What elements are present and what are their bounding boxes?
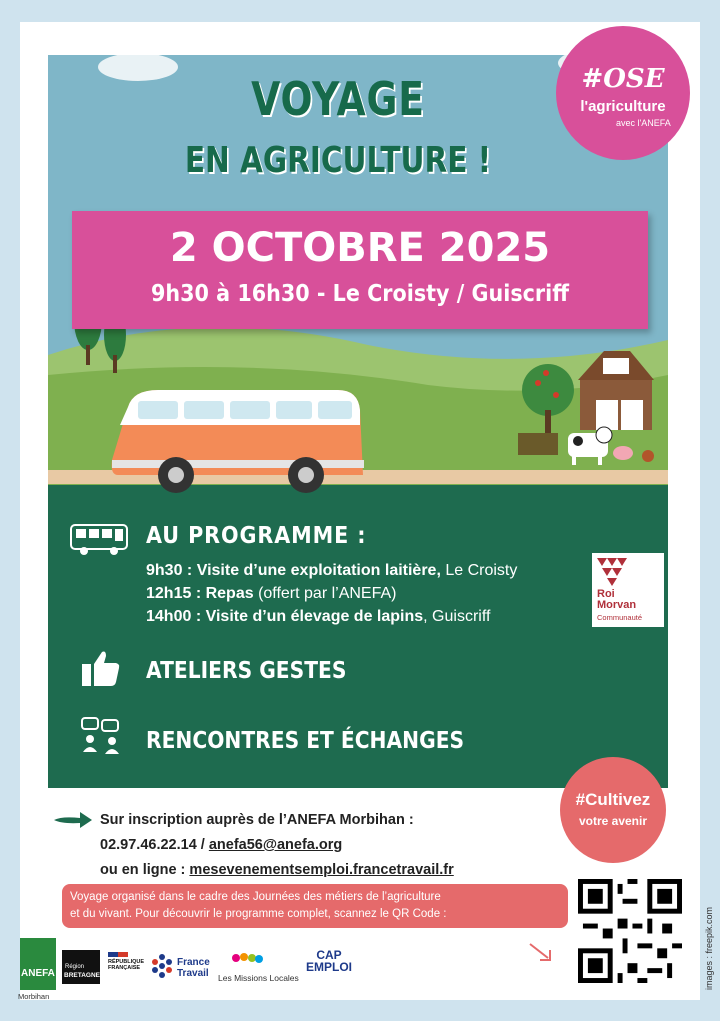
bus-icon bbox=[70, 524, 130, 556]
emploi-text: EMPLOI bbox=[306, 960, 353, 974]
region-bretagne-logo bbox=[62, 950, 100, 984]
image-credit: images : freepik.com bbox=[704, 906, 714, 990]
qr-note-box bbox=[62, 884, 568, 928]
ateliers-gestes: ATELIERS GESTES bbox=[146, 658, 347, 684]
morvan-line: Morvan bbox=[597, 599, 637, 611]
stamp-sub: avec l'ANEFA bbox=[616, 118, 671, 128]
republique-francaise-logo bbox=[106, 952, 148, 982]
poster-title-line1: VOYAGE bbox=[251, 72, 425, 126]
france-text: France bbox=[177, 957, 210, 968]
rencontres-echanges: RENCONTRES ET ÉCHANGES bbox=[146, 728, 465, 754]
programme-time-2: 12h15 : bbox=[146, 585, 206, 602]
programme-time-1: 9h30 : bbox=[146, 562, 197, 579]
programme-time-3: 14h00 : bbox=[146, 608, 206, 625]
online-prefix: ou en ligne : bbox=[100, 862, 190, 878]
travail-text: Travail bbox=[177, 968, 209, 979]
anefa-logo-sub: Morbihan bbox=[18, 992, 50, 1001]
programme-item-1 bbox=[146, 562, 517, 580]
note-line1: Voyage organisé dans le cadre des Journées des métiers de l’agriculture bbox=[70, 891, 441, 903]
missions-locales-people-icon bbox=[230, 952, 264, 970]
roi-morvan-logo bbox=[592, 553, 664, 627]
event-time-place: 9h30 à 16h30 - Le Croisty / Guiscriff bbox=[150, 281, 569, 307]
programme-activity-1: Visite d’une exploitation laitière, bbox=[196, 562, 441, 579]
arrow-down-right-icon bbox=[526, 940, 566, 966]
phone-number: 02.97.46.22.14 / bbox=[100, 837, 209, 853]
france-travail-dots-icon bbox=[150, 953, 174, 979]
ose-agriculture-stamp bbox=[556, 26, 690, 160]
contact-line bbox=[100, 837, 342, 853]
thumbs-up-icon bbox=[80, 648, 122, 688]
email-link[interactable]: anefa56@anefa.org bbox=[208, 837, 343, 853]
republique-text: RÉPUBLIQUE FRANÇAISE bbox=[108, 959, 145, 971]
website-link[interactable]: mesevenementsemploi.francetravail.fr bbox=[189, 862, 454, 878]
note-line2: et du vivant. Pour découvrir le programme complet, scannez le QR Code : bbox=[70, 908, 447, 920]
roi-line: Roi bbox=[597, 588, 615, 600]
date-banner bbox=[72, 211, 648, 329]
cultivez-hashtag: #Cultivez bbox=[575, 790, 651, 809]
poster-title-line2: EN AGRICULTURE ! bbox=[184, 140, 492, 181]
roi-morvan-emblem-icon bbox=[597, 558, 627, 586]
cultivez-sub: votre avenir bbox=[578, 814, 648, 828]
event-date: 2 OCTOBRE 2025 bbox=[169, 225, 551, 271]
stamp-hashtag: #OSE bbox=[581, 64, 665, 94]
region-text: Région bbox=[65, 964, 85, 970]
online-line bbox=[100, 862, 454, 878]
programme-place-3: , Guiscriff bbox=[423, 608, 491, 625]
programme-item-2 bbox=[146, 585, 396, 603]
bretagne-text: BRETAGNE bbox=[64, 972, 100, 979]
roi-morvan-sub: Communauté bbox=[597, 613, 643, 622]
anefa-logo bbox=[20, 938, 56, 990]
programme-activity-2: Repas bbox=[205, 585, 254, 602]
missions-locales-text: Les Missions Locales bbox=[218, 973, 299, 983]
programme-activity-3: Visite d’un élevage de lapins bbox=[205, 608, 424, 625]
inscription-line: Sur inscription auprès de l’ANEFA Morbihan : bbox=[100, 812, 414, 828]
qr-code-icon bbox=[578, 879, 682, 983]
cap-emploi-logo bbox=[306, 949, 352, 973]
stamp-line: l'agriculture bbox=[580, 98, 666, 115]
programme-item-3 bbox=[146, 608, 490, 626]
cultivez-badge bbox=[560, 757, 666, 863]
roi-morvan-name bbox=[597, 589, 636, 611]
programme-place-2: (offert par l’ANEFA) bbox=[253, 585, 397, 602]
conversation-icon bbox=[76, 716, 126, 756]
programme-title: AU PROGRAMME : bbox=[146, 523, 367, 549]
cap-text: CAP bbox=[316, 948, 342, 962]
anefa-logo-text: ANEFA bbox=[21, 968, 55, 979]
france-travail-text bbox=[177, 957, 210, 979]
arrow-right-icon bbox=[52, 810, 94, 830]
qr-code[interactable] bbox=[578, 879, 682, 983]
programme-place-1: Le Croisty bbox=[440, 562, 518, 579]
